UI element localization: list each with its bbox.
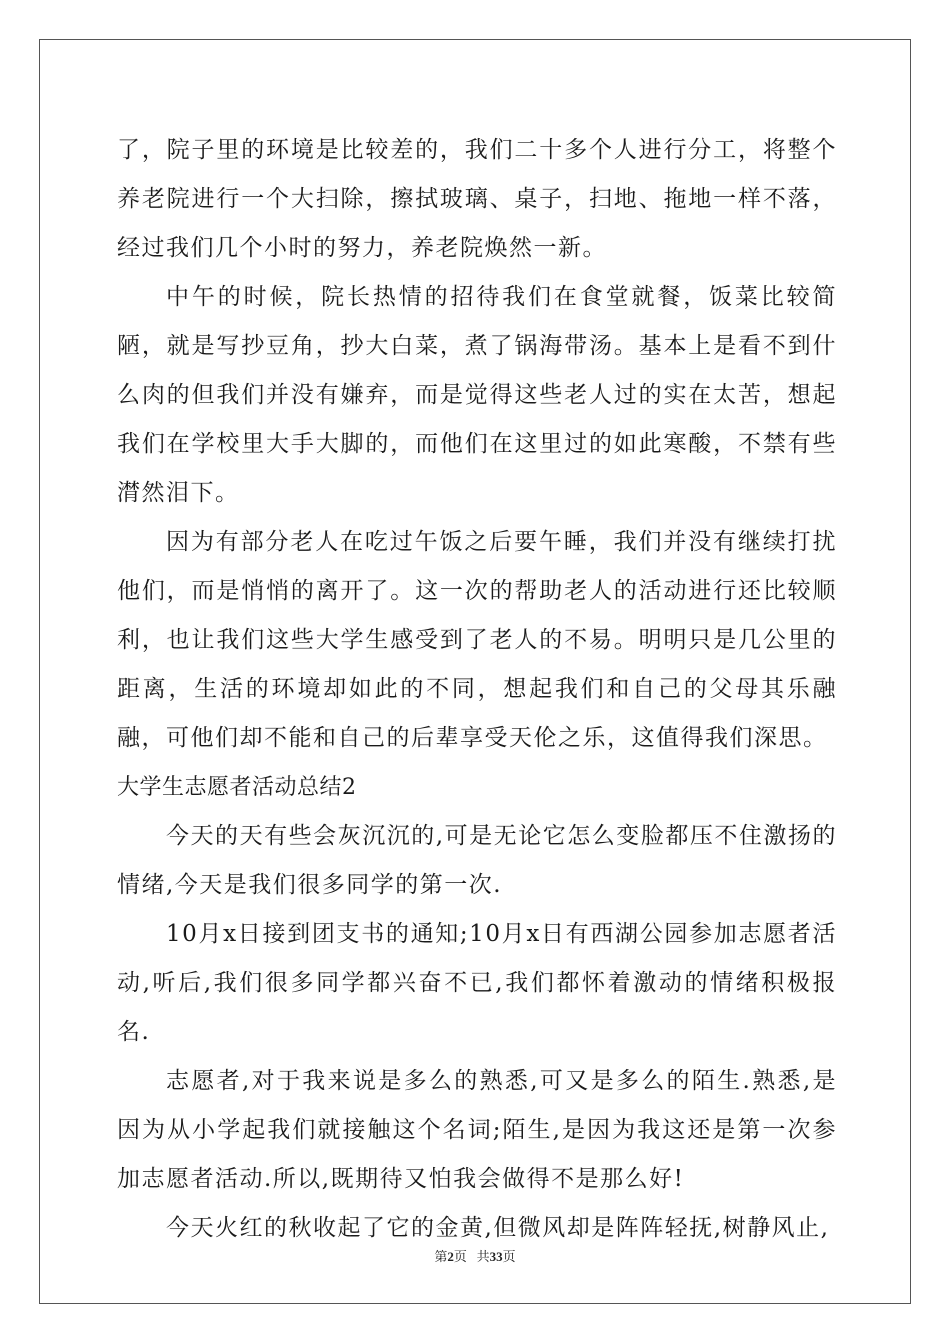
footer-total-suffix: 页 — [502, 1249, 516, 1264]
document-body — [117, 126, 837, 1253]
paragraph-weather: 今天的天有些会灰沉沉的,可是无论它怎么变脸都压不住激扬的情绪,今天是我们很多同学的第一次. — [117, 823, 837, 898]
section-heading: 大学生志愿者活动总结2 — [117, 775, 357, 800]
paragraph-volunteer: 志愿者,对于我来说是多么的熟悉,可又是多么的陌生.熟悉,是因为从小学起我们就接触这个名词;陌生,是因为我这还是第一次参加志愿者活动.所以,既期待又怕我会做得不是那么好! — [117, 1068, 837, 1192]
paragraph-notice: 10月x日接到团支书的通知;10月x日有西湖公园参加志愿者活动,听后,我们很多同学都兴奋不已,我们都怀着激动的情绪积极报名. — [117, 921, 837, 1045]
page-footer — [0, 1246, 950, 1265]
footer-page-prefix: 第 — [434, 1249, 448, 1264]
paragraph-autumn: 今天火红的秋收起了它的金黄,但微风却是阵阵轻抚,树静风止, — [166, 1215, 830, 1241]
footer-page-number: 2 — [447, 1249, 454, 1264]
paragraph-leaving: 因为有部分老人在吃过午饭之后要午睡，我们并没有继续打扰他们，而是悄悄的离开了。这一次的帮助老人的活动进行还比较顺利，也让我们这些大学生感受到了老人的不易。明明只是几公里的距离，生活的环境却如此的不同，想起我们和自己的父母其乐融融，可他们却不能和自己的后辈享受天伦之乐，这值得我们深思。 — [117, 529, 837, 751]
paragraph-continued: 了，院子里的环境是比较差的，我们二十多个人进行分工，将整个养老院进行一个大扫除，擦拭玻璃、桌子，扫地、拖地一样不落，经过我们几个小时的努力，养老院焕然一新。 — [117, 137, 837, 261]
paragraph-lunch: 中午的时候，院长热情的招待我们在食堂就餐，饭菜比较简陋，就是写抄豆角，抄大白菜，煮了锅海带汤。基本上是看不到什么肉的但我们并没有嫌弃，而是觉得这些老人过的实在太苦，想起我们在学校里大手大脚的，而他们在这里过的如此寒酸，不禁有些潸然泪下。 — [117, 284, 837, 506]
footer-page-suffix: 页 — [453, 1249, 467, 1264]
footer-total-pages: 33 — [489, 1249, 503, 1264]
footer-total-prefix: 共 — [476, 1249, 490, 1264]
